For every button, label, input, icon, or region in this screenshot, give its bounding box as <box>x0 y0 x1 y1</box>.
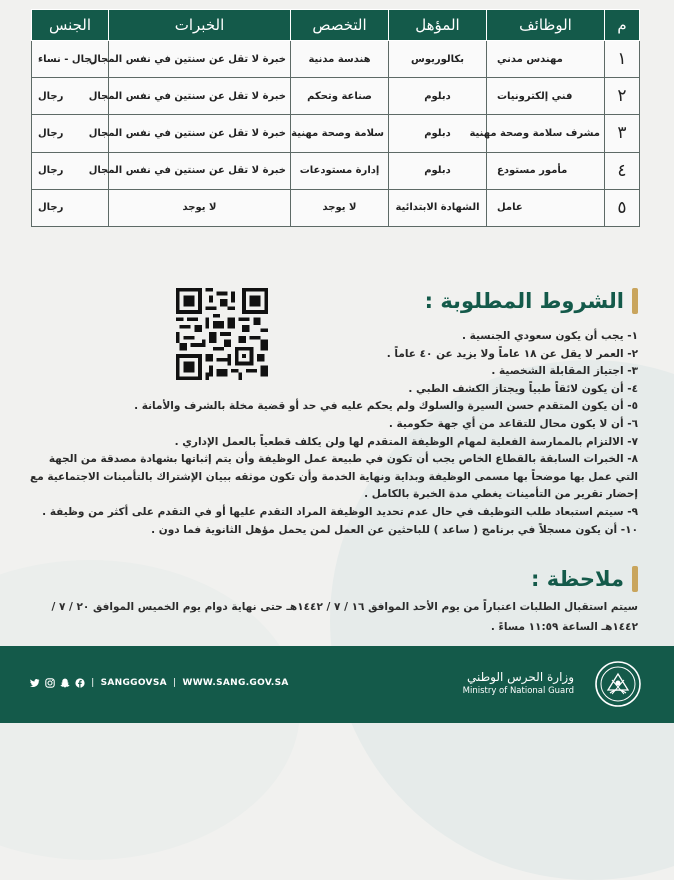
list-item: ٤- أن يكون لائقاً طبياً ويجتاز الكشف الطبي . <box>408 382 638 395</box>
table-row <box>32 189 640 226</box>
row-gender: رجال <box>32 152 109 189</box>
note-text: سيتم استقبال الطلبات اعتباراً من يوم الأحد الموافق ١٦ / ٧ / ١٤٤٢هـ حتى نهاية دوام يوم الخميس الموافق ٢٠ / ٧ / ١٤٤٢هـ الساعة ١١:٥٩ مساءً . <box>51 601 638 633</box>
row-gender: رجال - نساء <box>32 41 109 78</box>
footer-links <box>30 678 289 688</box>
row-specialty: هندسة مدنية <box>291 41 389 78</box>
snapchat-icon[interactable] <box>60 678 70 688</box>
instagram-icon[interactable] <box>45 678 55 688</box>
row-specialty: لا يوجد <box>291 189 389 226</box>
table-row <box>32 41 640 78</box>
conditions-title <box>425 288 638 314</box>
row-job: فني إلكترونيات <box>487 78 605 115</box>
conditions-list <box>30 328 638 539</box>
row-specialty: سلامة وصحة مهنية <box>291 115 389 152</box>
row-experience: خبرة لا تقل عن سنتين في نفس المجال <box>109 115 291 152</box>
social-handle[interactable]: SANGGOVSA <box>100 678 167 688</box>
footer <box>0 646 674 723</box>
note-title-text: ملاحظة : <box>531 567 624 591</box>
title-accent-bar <box>632 566 638 592</box>
row-num: ٤ <box>605 152 640 189</box>
header-jobs: الوظائف <box>487 10 605 41</box>
separator: | <box>91 678 95 688</box>
row-gender: رجال <box>32 78 109 115</box>
ministry-emblem-icon <box>594 660 642 708</box>
row-job: عامل <box>487 189 605 226</box>
header-qualification: المؤهل <box>389 10 487 41</box>
row-job: مأمور مستودع <box>487 152 605 189</box>
row-qualification: دبلوم <box>389 78 487 115</box>
ministry-name-ar: وزارة الحرس الوطني <box>466 670 574 684</box>
row-gender: رجال <box>32 189 109 226</box>
list-item: ٦- أن لا يكون محال للتقاعد من أي جهة حكومية . <box>388 417 638 430</box>
row-qualification: دبلوم <box>389 115 487 152</box>
row-experience: خبرة لا تقل عن سنتين في نفس المجال <box>109 78 291 115</box>
row-qualification: الشهادة الابتدائية <box>389 189 487 226</box>
row-num: ٣ <box>605 115 640 152</box>
header-gender: الجنس <box>32 10 109 41</box>
header-specialty: التخصص <box>291 10 389 41</box>
row-num: ١ <box>605 41 640 78</box>
table-row <box>32 152 640 189</box>
ministry-name-en: Ministry of National Guard <box>462 686 574 696</box>
table-row <box>32 115 640 152</box>
list-item: ٣- اجتياز المقابلة الشخصية . <box>491 365 638 378</box>
row-num: ٢ <box>605 78 640 115</box>
row-specialty: صناعة وتحكم <box>291 78 389 115</box>
row-num: ٥ <box>605 189 640 226</box>
header-experience: الخبرات <box>109 10 291 41</box>
website-link[interactable]: WWW.SANG.GOV.SA <box>182 678 289 688</box>
list-item: ٥- أن يكون المتقدم حسن السيرة والسلوك ولم يحكم عليه في حد أو قضية مخلة بالشرف والأمانة . <box>134 400 638 413</box>
list-item: ١٠- أن يكون مسجلاً في برنامج ( ساعد ) للباحثين عن العمل لمن يحمل مؤهل الثانوية فما دون . <box>151 523 638 536</box>
row-gender: رجال <box>32 115 109 152</box>
row-qualification: دبلوم <box>389 152 487 189</box>
twitter-icon[interactable] <box>30 678 40 688</box>
list-item: ٨- الخبرات السابقة بالقطاع الخاص يجب أن تكون في طبيعة عمل الوظيفة وأن يتم إثباتها بشهادة مصدقة من الجهة التي عمل بها موضحاً بها مسمى الوظيفة وبداية ونهاية الخدمة وأن تكون موثقه ببيان الإشتراك بالتأمينات الاجتماعية مع إحضار تقرير من التأمينات يغطي مدة الخبرة بالكامل . <box>30 453 638 501</box>
facebook-icon[interactable] <box>75 678 85 688</box>
list-item: ٢- العمر لا يقل عن ١٨ عاماً ولا يزيد عن ٤٠ عاماً . <box>386 347 638 360</box>
row-job: مهندس مدني <box>487 41 605 78</box>
row-qualification: بكالوريوس <box>389 41 487 78</box>
jobs-table <box>31 9 640 227</box>
separator: | <box>172 678 177 688</box>
title-accent-bar <box>632 288 638 314</box>
row-experience: خبرة لا تقل عن سنتين في نفس المجال <box>109 152 291 189</box>
row-job: مشرف سلامة وصحة مهنية <box>487 115 605 152</box>
ministry-name <box>463 670 574 696</box>
header-num: م <box>605 10 640 41</box>
conditions-title-text: الشروط المطلوبة : <box>424 289 624 313</box>
note-title <box>531 566 638 592</box>
list-item: ٧- الالتزام بالممارسة الفعلية لمهام الوظيفة المتقدم لها ولن يكلف قطعياً بالعمل الإداري . <box>174 435 638 448</box>
table-row <box>32 78 640 115</box>
list-item: ١- يجب أن يكون سعودي الجنسية . <box>461 330 638 342</box>
row-specialty: إدارة مستودعات <box>291 152 389 189</box>
table-header-row <box>32 10 640 41</box>
social-icons <box>30 678 85 688</box>
row-experience: خبرة لا تقل عن سنتين في نفس المجال <box>109 41 291 78</box>
list-item: ٩- سيتم استبعاد طلب التوظيف في حال عدم تحديد الوظيفة المراد التقدم عليها أو في التقدم على أكثر من وظيفة . <box>42 505 638 518</box>
row-experience: لا يوجد <box>109 189 291 226</box>
